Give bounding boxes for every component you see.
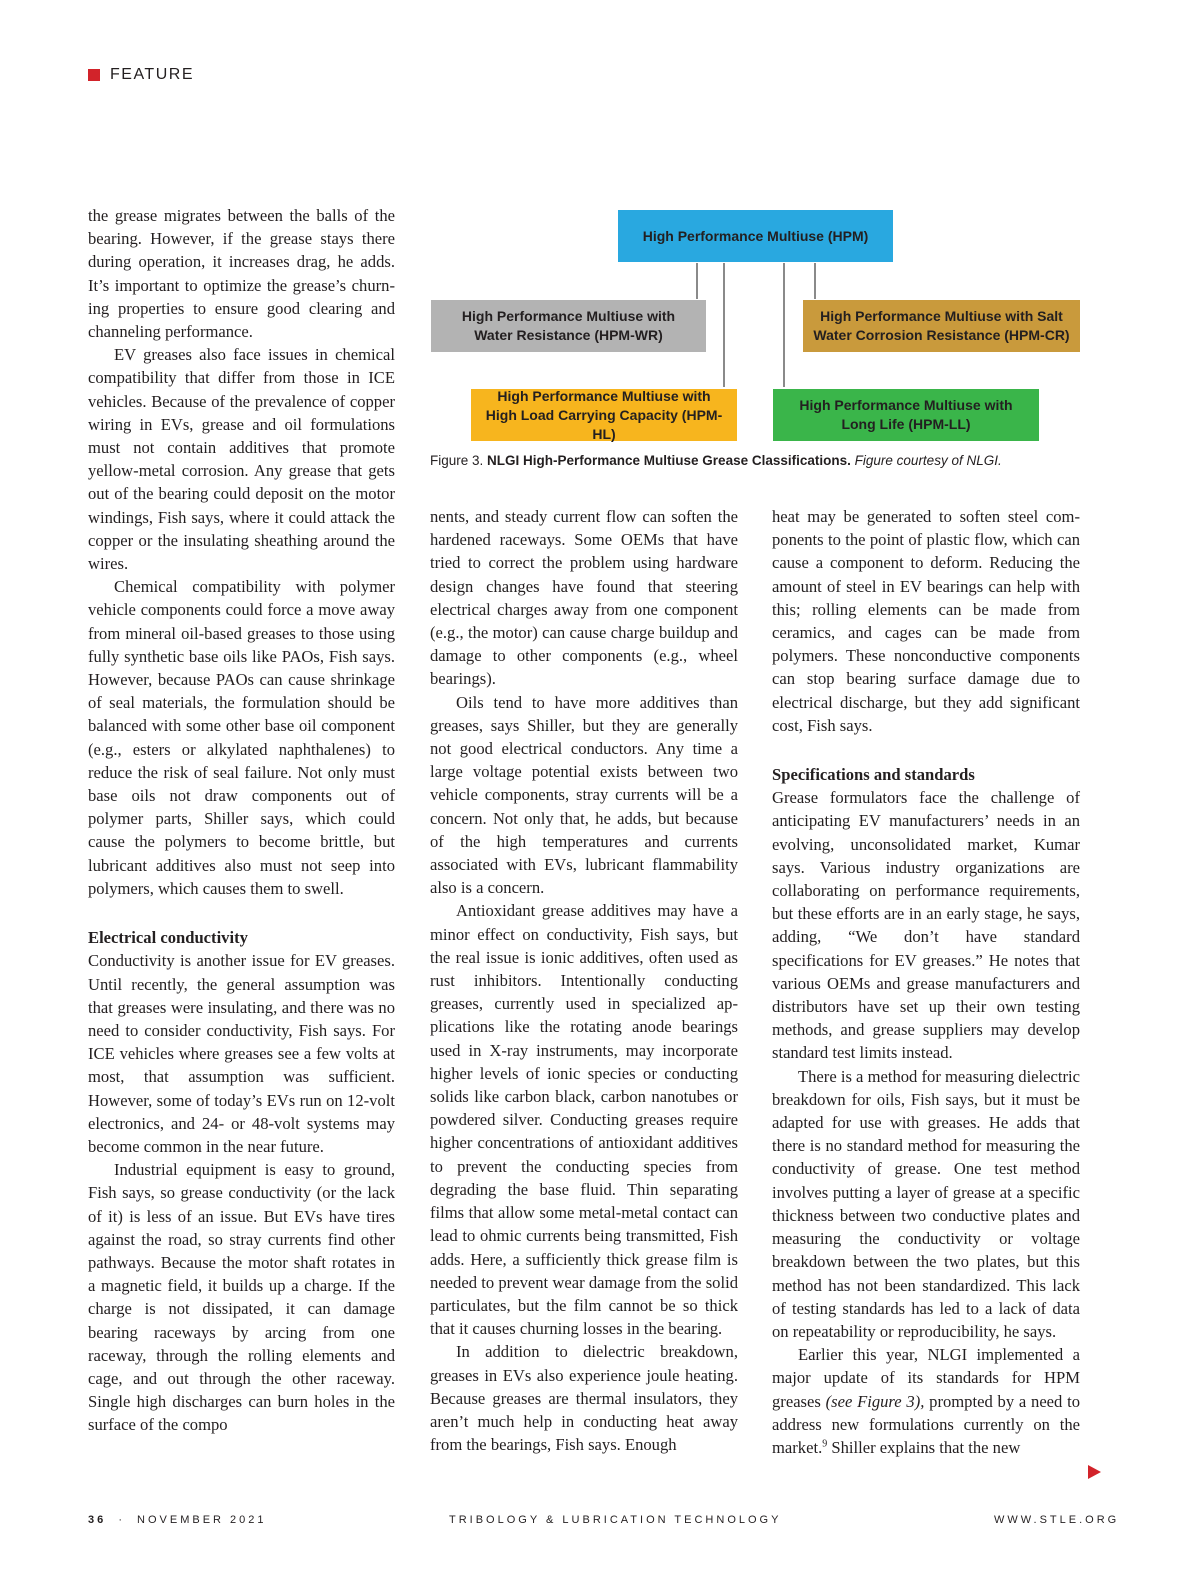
paragraph: Antioxidant grease additives may have a minor effect on conductivity, Fish says, but the real issue is ionic additives, often used as rust inhibitors. Intentionally conducting greases, currently used in specialized applications like the rotating anode bearings used in X-ray instruments, may incorporate higher levels of ionic species or conducting solids like carbon black, carbon nanotubes or powdered silver. Conducting greases require higher concentrations of antioxidant additives to prevent the conducting species from degrading the base fluid. Thin separating films that allow some metal-metal contact can lead to ohmic currents being transmitted, Fish adds. Here, a sufficiently thick grease film is needed to prevent wear damage from the solid particulates, but the film cannot be so thick that it causes churning losses in the bearing. — [430, 901, 738, 1339]
issue-date: NOVEMBER 2021 — [137, 1514, 267, 1526]
footer-separator: · — [118, 1514, 125, 1526]
paragraph — [772, 1343, 1080, 1459]
connector-hpm-hl — [723, 263, 725, 387]
publication-name: TRIBOLOGY & LUBRICATION TECHNOLOGY — [449, 1514, 782, 1526]
paragraph: Conductivity is another issue for EV greases. Until recently, the general assumption was that greases were insulating, and there was no need to consider conductivity, Fish says. For ICE vehicles where greases see a few volts at most, that assumption was sufficient. However, some of today’s EVs run on 12-volt electronics, and 24- or 48-volt systems may become common in the near future. — [88, 951, 395, 1156]
caption-title: NLGI High-Performance Multiuse Grease Classifications. — [487, 453, 851, 468]
text-column-1 — [88, 204, 395, 1437]
paragraph-text: Earlier this year, NLGI implemented a major update of its standards for HPM greases — [772, 1345, 1080, 1411]
connector-hpm-ll — [783, 263, 785, 387]
citation-superscript: 9 — [822, 1438, 828, 1450]
connector-hpm-cr — [814, 263, 816, 299]
paragraph-text: prompted by a need to address new formulations currently on the market. — [772, 1391, 1081, 1457]
text-column-3 — [772, 505, 1080, 1459]
paragraph: Grease formulators face the challenge of anticipating EV manufacturers’ needs in an evolving, unconsolidated market, Kumar says. Various industry organizations are collaborating on performance requirements, but these efforts are in an early stage, he says, adding, “We don’t have standard specifications for EV greases.” He notes that various OEMs and grease manufacturers and distributors have set up their own testing methods, and grease suppliers may develop standard test limits instead. — [772, 788, 1080, 1063]
paragraph: nents, and steady current flow can soften the hardened raceways. Some OEMs that have tried to correct the problem using hardware design changes have found that steering electrical charges away from one component (e.g., the motor) can cause charge buildup and damage to other components (e.g., wheel bearings). — [430, 507, 738, 689]
diagram-box-hpm-ll: High Performance Multiuse with Long Life (HPM-LL) — [773, 389, 1039, 441]
paragraph: EV greases also face issues in chemical compatibility that differ from those in ICE vehicles. Because of the prevalence of copper wiring in EVs, grease and oil formulations must not contain additives that promote yellow-metal corrosion. Any grease that gets out of the bearing could deposit on the motor windings, Fish says, where it could attack the copper or the insulating sheathing around the wires. — [88, 345, 395, 574]
paragraph-text: Shiller explains that the new — [827, 1437, 1021, 1457]
section-label: FEATURE — [110, 66, 194, 83]
subheading-specifications-and-standards: Specifications and standards — [772, 765, 975, 785]
continue-arrow-icon — [1088, 1465, 1101, 1479]
figure-reference: (see Figure 3), — [825, 1391, 925, 1411]
paragraph: Industrial equipment is easy to ground, Fish says, so grease conductivity (or the lack of it) is less of an issue. But EVs have tires against the road, so stray currents find other pathways. Because the motor shaft rotates in a magnetic field, it builds up a charge. If the charge is not dissipated, it can damage bearing raceways by arcing from one raceway, through the rolling elements and cage, and out through the other raceway. Single high discharges can burn holes in the surface of the compo — [88, 1160, 395, 1435]
figure-caption — [430, 453, 1090, 468]
paragraph: Chemical compatibility with polymer vehicle components could force a move away from mineral oil-based greases to those using fully synthetic base oils like PAOs, Fish says. However, because PAOs can cause shrinkage of seal materials, the formulation should be balanced with some other base oil component (e.g., esters or alkylated naphthalenes) to reduce the risk of seal failure. Not only must base oils not draw components out of polymer parts, Shiller says, which could cause the polymers to become brittle, but lubricant additives also must not seep into polymers, which causes them to swell. — [88, 577, 395, 898]
diagram-box-hpm-cr: High Performance Multiuse with Salt Water Corrosion Resistance (HPM-CR) — [803, 300, 1080, 352]
paragraph: heat may be generated to soften steel components to the point of plastic flow, which can cause a component to deform. Reducing the amount of steel in EV bearings can help with this; rolling elements can be made from ceramics, and cages can be made from polymers. These nonconductive components can stop bearing surface damage due to electrical discharge, but they add significant cost, Fish says. — [772, 507, 1080, 735]
page-number: 36 — [88, 1514, 107, 1526]
section-header — [88, 66, 194, 84]
diagram-box-hpm-hl: High Performance Multiuse with High Load Carrying Capacity (HPM-HL) — [471, 389, 737, 441]
section-marker-square — [88, 69, 100, 81]
footer-page-info — [88, 1514, 267, 1526]
paragraph: Oils tend to have more additives than greases, says Shiller, but they are generally not good electrical conductors. Any time a large voltage potential exists between two vehicle components, stray currents will be a concern. Not only that, he adds, but because of the high temperatures and currents associated with EVs, lubricant flammability also is a concern. — [430, 692, 738, 898]
paragraph: the grease migrates between the balls of the bearing. However, if the grease stays there during operation, it increases drag, he adds. It’s important to optimize the grease’s churning properties to ensure good clearing and channeling performance. — [88, 206, 395, 342]
paragraph: There is a method for measuring dielectric breakdown for oils, Fish says, but it must be adapted for use with greases. He adds that there is no standard method for measuring the conductivity of grease. One test method involves putting a layer of grease at a specific thickness between two conductive plates and measuring the conductivity or voltage breakdown between the two plates, but this method has not been standardized. This lack of testing standards has led to a lack of data on repeatability or reproducibility, he says. — [772, 1066, 1080, 1341]
connector-hpm-wr — [696, 263, 698, 299]
diagram-box-hpm-wr: High Performance Multiuse with Water Resistance (HPM-WR) — [431, 300, 706, 352]
caption-prefix: Figure 3. — [430, 453, 488, 468]
website: WWW.STLE.ORG — [994, 1514, 1120, 1526]
text-column-2 — [430, 505, 738, 1456]
diagram-box-hpm: High Performance Multiuse (HPM) — [618, 210, 893, 262]
paragraph: In addition to dielectric breakdown, greases in EVs also experience joule heating. Because greases are thermal insulators, they aren’t much help in conducting heat away from the bearings, Fish says. Enough — [430, 1342, 738, 1455]
caption-credit: Figure courtesy of NLGI. — [854, 453, 1002, 468]
subheading-electrical-conductivity: Electrical conductivity — [88, 928, 248, 948]
